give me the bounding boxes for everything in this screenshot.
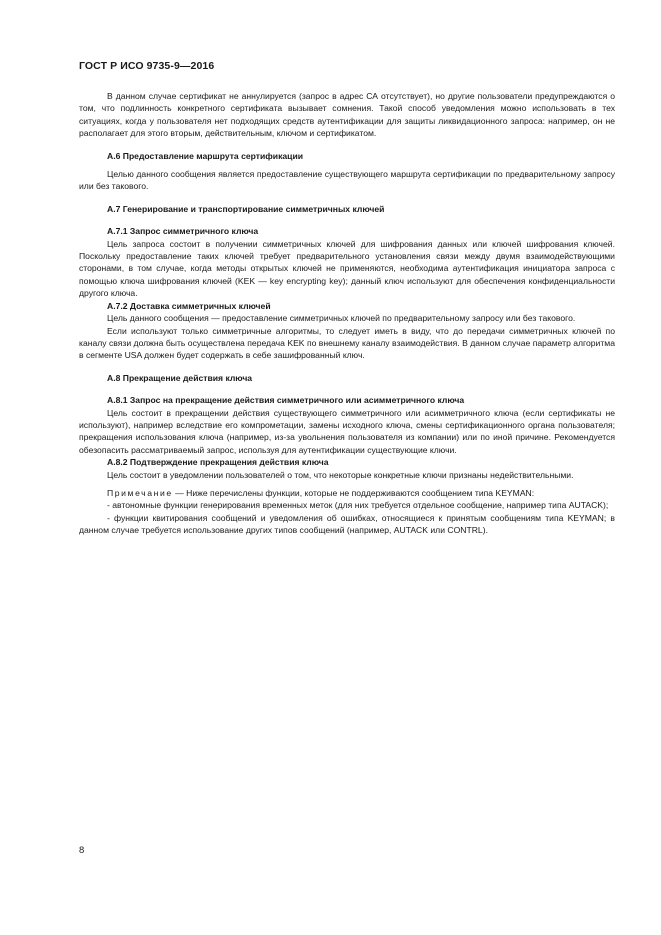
section-a81-heading: А.8.1 Запрос на прекращение действия симметричного или асимметричного ключа [107, 395, 465, 406]
section-a72-heading: А.7.2 Доставка симметричных ключей [107, 300, 271, 311]
paragraph-intro: В данном случае сертификат не аннулируется (запрос в адрес СА отсутствует), но другие пользователи предупреждаются о том, что подлинность конкретного сертификата вызывает сомнения. Такой способ уведомления можно использовать в тех ситуациях, когда у пользователя нет подходящих средств аутентификации для защиты ликвидационного запроса: например, он не располагает для этого вторым, действительным, ключом и сертификатом. [79, 91, 615, 139]
section-a7-heading: А.7 Генерирование и транспортирование симметричных ключей [107, 203, 385, 214]
note-list-item: - автономные функции генерирования временных меток (для них требуется отдельное сообщение, например типа AUTACK); [107, 500, 609, 511]
section-a72-text-1: Цель данного сообщения — предоставление симметричных ключей по предварительному запросу или без такового. [107, 313, 576, 324]
section-a71-heading: А.7.1 Запрос симметричного ключа [107, 226, 259, 237]
note-list-item: - функции квитирования сообщений и уведомления об ошибках, относящиеся к принятым сообщениям типа KEYMAN; в данном случае требуется использование других типов сообщений (например, AUTACK или CONTRL). [79, 512, 615, 536]
section-a8-heading: А.8 Прекращение действия ключа [107, 372, 253, 383]
note-text: — Ниже перечислены функции, которые не поддерживаются сообщением типа KEYMAN: [172, 487, 535, 498]
note-label: Примечание [107, 487, 173, 498]
section-a6-text: Целью данного сообщения является предоставление существующего маршрута сертификации по предварительному запросу или без такового. [79, 169, 615, 192]
section-a82-heading: А.8.2 Подтверждение прекращения действия ключа [107, 457, 329, 468]
section-a72-text-2: Если используют только симметричные алгоритмы, то следует иметь в виду, что до передачи симметричных ключей по каналу связи должна быть осуществлена передача KEK по внешнему каналу взаимодействия. В данном случае параметр алгоритма в сегменте USA должен будет содержать в себе зашифрованный ключ. [79, 325, 615, 361]
section-a82-text: Цель состоит в уведомлении пользователей о том, что некоторые конкретные ключи признаны недействительными. [107, 469, 574, 480]
section-a71-text: Цель запроса состоит в получении симметричных ключей для шифрования данных или ключей шифрования ключей. Поскольку предоставление таких ключей требует предварительного установления связи между двумя взаимодействующими сторонами, в том случае, когда методы открытых ключей не применяются, необходима аутентификация инициатора запроса с помощью ключа шифрования ключей (KEK — key encrypting key); данный ключ используют для обеспечения конфиденциальности другого ключа. [79, 238, 615, 299]
document-code-header: ГОСТ Р ИСО 9735-9—2016 [79, 60, 215, 72]
document-body [79, 90, 615, 537]
section-a81-text: Цель состоит в прекращении действия существующего симметричного или асимметричного ключа (если сертификаты не используют), например вследствие его компрометации, замены исходного ключа, смены сертификационного органа пользователя; прекращения использования ключа (например, из-за увольнения пользователя из компании) или по иной причине. Рекомендуется обезопасить рассматриваемый запрос, используя для аутентификации существующие ключи. [79, 407, 615, 455]
note-paragraph [79, 487, 615, 499]
page-number: 8 [79, 845, 85, 856]
section-a6-heading: А.6 Предоставление маршрута сертификации [107, 150, 304, 161]
